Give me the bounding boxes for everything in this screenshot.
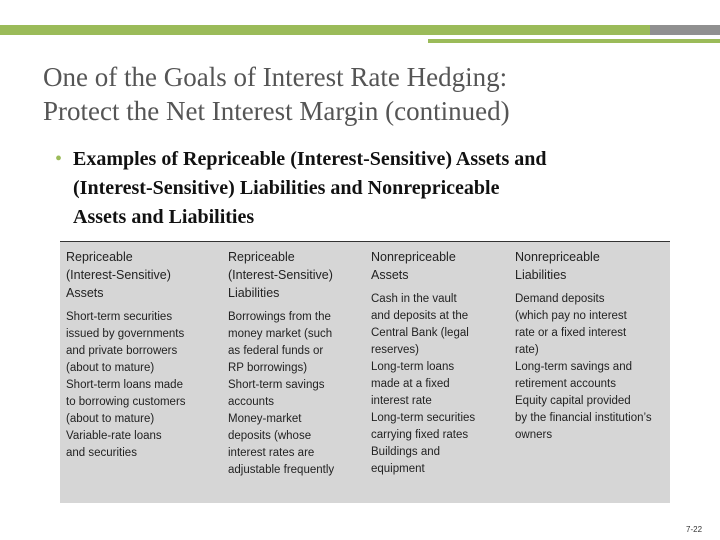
table-cell: Buildings and equipment [371, 446, 441, 475]
bullet-text [73, 145, 695, 232]
header-band-green [0, 25, 650, 35]
table-cell: Variable-rate loans and securities [66, 430, 162, 459]
table-column-nonrepriceable-assets [371, 248, 511, 478]
table-header: Nonrepriceable Assets [371, 250, 456, 282]
table-column-nonrepriceable-liabilities [515, 248, 665, 444]
table-cell: Long-term loans made at a fixed interest rate [371, 361, 455, 407]
table-header: Nonrepriceable Liabilities [515, 250, 600, 282]
table-cell: Long-term savings and retirement accounts [515, 361, 632, 390]
repriceable-table [60, 241, 670, 503]
bullet-text-line-1: Examples of Repriceable (Interest-Sensitive) Assets and [73, 148, 547, 170]
table-cell: Equity capital provided by the financial institution’s owners [515, 395, 652, 441]
bullet-text-line-2: (Interest-Sensitive) Liabilities and Nonrepriceable [73, 177, 500, 199]
bullet-marker: • [55, 148, 63, 170]
table-cell: Short-term loans made to borrowing customers (about to mature) [66, 379, 186, 425]
table-header: Repriceable (Interest-Sensitive) Assets [66, 250, 171, 300]
page-number: 7-22 [686, 525, 703, 534]
table-header: Repriceable (Interest-Sensitive) Liabilities [228, 250, 333, 300]
table-column-repriceable-assets [66, 248, 226, 462]
bullet-text-line-3: Assets and Liabilities [73, 206, 255, 228]
table-column-repriceable-liabilities [228, 248, 368, 479]
table-cell: Money-market deposits (whose interest rates are adjustable frequently [228, 413, 335, 476]
table-cell: Borrowings from the money market (such as federal funds or RP borrowings) [228, 311, 333, 374]
table-cell: Long-term securities carrying fixed rates [371, 412, 476, 441]
table-cell: Cash in the vault and deposits at the Central Bank (legal reserves) [371, 293, 469, 356]
slide-title [43, 60, 703, 128]
table-cell: Short-term securities issued by governments and private borrowers (about to mature) [66, 311, 185, 374]
slide-title-line-2: Protect the Net Interest Margin (continued) [43, 96, 510, 126]
table-cell: Short-term savings accounts [228, 379, 325, 408]
header-band-thin [428, 39, 720, 43]
bullet-item [55, 145, 695, 232]
table-cell: Demand deposits (which pay no interest rate or a fixed interest rate) [515, 293, 627, 356]
header-decoration [0, 0, 720, 44]
slide-title-line-1: One of the Goals of Interest Rate Hedging: [43, 62, 508, 92]
